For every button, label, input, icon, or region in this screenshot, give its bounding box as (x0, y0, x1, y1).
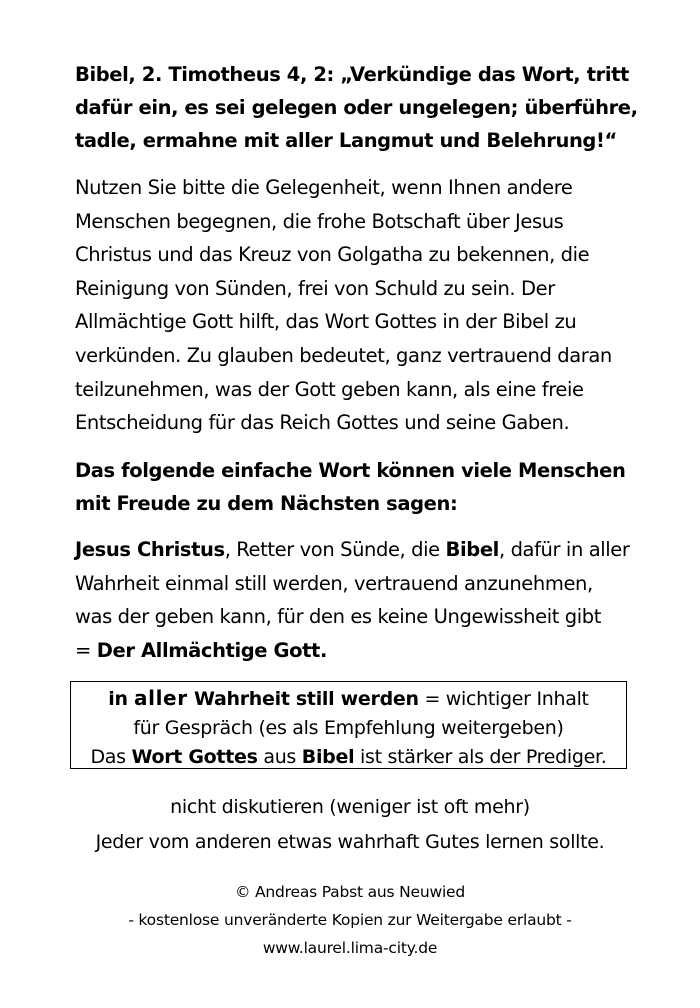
bold-text: aller (134, 686, 188, 710)
text: = wichtiger Inhalt (418, 688, 589, 710)
paragraph-line (75, 634, 635, 668)
message-paragraph (75, 533, 635, 667)
bold-text: Der Allmächtige Gott. (96, 638, 327, 662)
text: ist stärker als der Prediger. (354, 746, 607, 768)
note-line (71, 743, 626, 772)
heading-line: dafür ein, es sei gelegen oder ungelegen; überführe, (75, 96, 638, 119)
text: Das (90, 746, 132, 768)
closing-line: Jeder vom anderen etwas wahrhaft Gutes lernen sollte. (95, 831, 605, 853)
paragraph-line: Entscheidung für das Reich Gottes und seine Gaben. (75, 411, 570, 435)
note-line (71, 684, 626, 714)
footer (40, 878, 660, 962)
paragraph-line: Menschen begegnen, die frohe Botschaft über Jesus (75, 209, 564, 233)
note-line: für Gespräch (es als Empfehlung weitergeben) (133, 717, 564, 739)
website-text: www.laurel.lima-city.de (262, 939, 438, 957)
paragraph-line: Allmächtige Gott hilft, das Wort Gottes in der Bibel zu (75, 310, 577, 334)
paragraph-line: teilzunehmen, was der Gott geben kann, als eine freie (75, 377, 584, 401)
text: , dafür in aller (498, 538, 630, 561)
bold-text: Wahrheit still werden (187, 688, 419, 710)
paragraph-line (75, 533, 635, 567)
text: aus (257, 746, 302, 768)
copy-notice: - kostenlose unveränderte Kopien zur Weitergabe erlaubt - (128, 911, 572, 929)
heading-line: Bibel, 2. Timotheus 4, 2: „Verkündige das Wort, tritt (75, 63, 629, 86)
paragraph-line: Nutzen Sie bitte die Gelegenheit, wenn Ihnen andere (75, 176, 573, 199)
bold-text: in (108, 688, 135, 710)
bold-text: Jesus Christus (75, 538, 225, 561)
closing-lines (40, 790, 660, 860)
text: = (75, 638, 97, 662)
bold-text: Bibel (301, 746, 355, 768)
text: , Retter von Sünde, die (224, 538, 446, 561)
intro-paragraph (75, 171, 635, 440)
bold-text: Bibel (445, 538, 499, 561)
bold-text: Wort Gottes (131, 746, 258, 768)
heading-line: tadle, ermahne mit aller Langmut und Belehrung!“ (75, 129, 617, 152)
paragraph-line: was der geben kann, für den es keine Ungewissheit gibt (75, 605, 601, 628)
paragraph-line: Wahrheit einmal still werden, vertrauend anzunehmen, (75, 571, 593, 595)
heading-line: mit Freude zu dem Nächsten sagen: (75, 492, 458, 515)
copyright-text: © Andreas Pabst aus Neuwied (234, 883, 466, 901)
framed-note (70, 681, 627, 769)
paragraph-line: verkünden. Zu glauben bedeutet, ganz vertrauend daran (75, 343, 612, 367)
heading-line: Das folgende einfache Wort können viele Menschen (75, 459, 626, 482)
paragraph-line: Christus und das Kreuz von Golgatha zu bekennen, die (75, 243, 590, 267)
section-heading (75, 454, 635, 520)
paragraph-line: Reinigung von Sünden, frei von Schuld zu sein. Der (75, 276, 555, 300)
closing-line: nicht diskutieren (weniger ist oft mehr) (170, 796, 530, 818)
bible-verse-heading (75, 58, 638, 157)
